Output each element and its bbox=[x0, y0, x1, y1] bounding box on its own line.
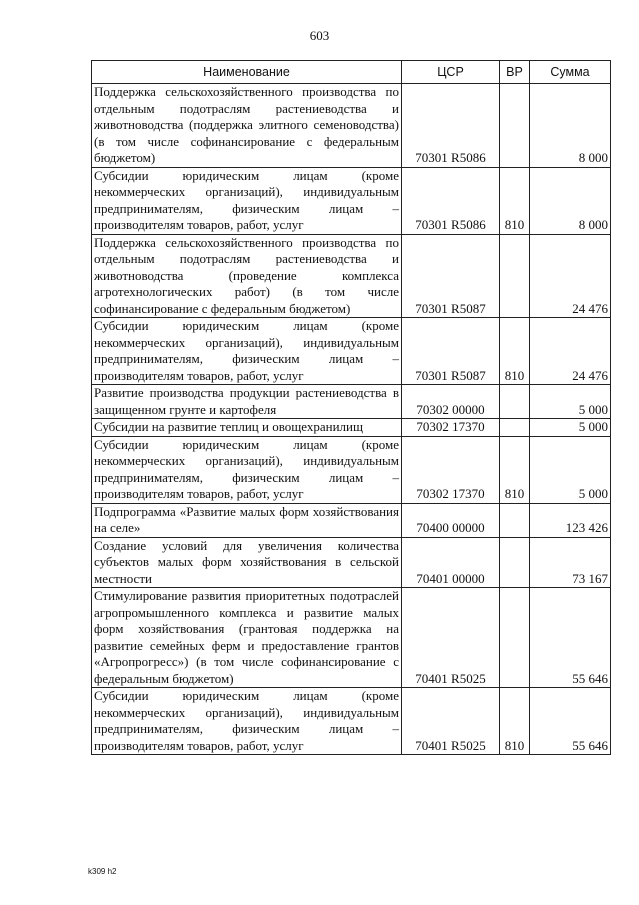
row-csr: 70400 00000 bbox=[402, 503, 500, 537]
row-vr bbox=[500, 537, 530, 588]
header-csr: ЦСР bbox=[402, 61, 500, 84]
row-csr: 70302 17370 bbox=[402, 419, 500, 437]
page-number: 603 bbox=[309, 28, 330, 43]
row-name: Поддержка сельскохозяйственного производства по отдельным подотраслям растениеводства и животноводства (поддержка элитного семеноводства) (в том числе софинансирование с федеральным бюджетом) bbox=[92, 84, 402, 168]
row-vr: 810 bbox=[500, 318, 530, 385]
table-row bbox=[92, 419, 611, 437]
row-sum: 55 646 bbox=[530, 688, 611, 755]
row-sum: 5 000 bbox=[530, 419, 611, 437]
header-sum: Сумма bbox=[530, 61, 611, 84]
row-vr: 810 bbox=[500, 167, 530, 234]
table-row bbox=[92, 588, 611, 688]
budget-table bbox=[91, 60, 611, 755]
table-row bbox=[92, 318, 611, 385]
row-sum: 55 646 bbox=[530, 588, 611, 688]
table-row bbox=[92, 234, 611, 318]
row-sum: 8 000 bbox=[530, 84, 611, 168]
row-name: Субсидии юридическим лицам (кроме некоммерческих организаций), индивидуальным предпринимателям, физическим лицам – производителям товаров, работ, услуг bbox=[92, 688, 402, 755]
row-sum: 123 426 bbox=[530, 503, 611, 537]
row-name: Субсидии юридическим лицам (кроме некоммерческих организаций), индивидуальным предпринимателям, физическим лицам – производителям товаров, работ, услуг bbox=[92, 167, 402, 234]
row-sum: 24 476 bbox=[530, 318, 611, 385]
row-sum: 5 000 bbox=[530, 436, 611, 503]
header-vr: ВР bbox=[500, 61, 530, 84]
row-vr bbox=[500, 588, 530, 688]
table-row bbox=[92, 84, 611, 168]
row-csr: 70401 R5025 bbox=[402, 588, 500, 688]
table-row bbox=[92, 537, 611, 588]
table-row bbox=[92, 167, 611, 234]
row-name: Поддержка сельскохозяйственного производства по отдельным подотраслям растениеводства и животноводства (проведение комплекса агротехнологических работ) (в том числе софинансирование с федеральным бюджетом) bbox=[92, 234, 402, 318]
row-name: Подпрограмма «Развитие малых форм хозяйствования на селе» bbox=[92, 503, 402, 537]
row-csr: 70401 00000 bbox=[402, 537, 500, 588]
header-name: Наименование bbox=[92, 61, 402, 84]
row-csr: 70302 17370 bbox=[402, 436, 500, 503]
row-csr: 70302 00000 bbox=[402, 385, 500, 419]
row-csr: 70301 R5087 bbox=[402, 234, 500, 318]
row-sum: 73 167 bbox=[530, 537, 611, 588]
row-vr: 810 bbox=[500, 688, 530, 755]
row-csr: 70301 R5087 bbox=[402, 318, 500, 385]
row-vr bbox=[500, 419, 530, 437]
row-vr bbox=[500, 234, 530, 318]
row-name: Субсидии юридическим лицам (кроме некоммерческих организаций), индивидуальным предпринимателям, физическим лицам – производителям товаров, работ, услуг bbox=[92, 436, 402, 503]
row-vr bbox=[500, 385, 530, 419]
footer-document-code: k309 h2 bbox=[88, 867, 117, 876]
row-name: Субсидии на развитие теплиц и овощехранилищ bbox=[92, 419, 402, 437]
row-name: Субсидии юридическим лицам (кроме некоммерческих организаций), индивидуальным предпринимателям, физическим лицам – производителям товаров, работ, услуг bbox=[92, 318, 402, 385]
table-header-row bbox=[92, 61, 611, 84]
table-row bbox=[92, 503, 611, 537]
row-name: Развитие производства продукции растениеводства в защищенном грунте и картофеля bbox=[92, 385, 402, 419]
table-row bbox=[92, 688, 611, 755]
row-vr: 810 bbox=[500, 436, 530, 503]
row-name: Создание условий для увеличения количества субъектов малых форм хозяйствования в сельской местности bbox=[92, 537, 402, 588]
row-sum: 24 476 bbox=[530, 234, 611, 318]
row-csr: 70401 R5025 bbox=[402, 688, 500, 755]
row-vr bbox=[500, 503, 530, 537]
row-sum: 5 000 bbox=[530, 385, 611, 419]
row-csr: 70301 R5086 bbox=[402, 84, 500, 168]
row-name: Стимулирование развития приоритетных подотраслей агропромышленного комплекса и развитие малых форм хозяйствования (грантовая поддержка на развитие семейных ферм и предоставление грантов «Агропрогресс») (в том числе софинансирование с федеральным бюджетом) bbox=[92, 588, 402, 688]
row-sum: 8 000 bbox=[530, 167, 611, 234]
row-csr: 70301 R5086 bbox=[402, 167, 500, 234]
table-row bbox=[92, 436, 611, 503]
table-row bbox=[92, 385, 611, 419]
row-vr bbox=[500, 84, 530, 168]
